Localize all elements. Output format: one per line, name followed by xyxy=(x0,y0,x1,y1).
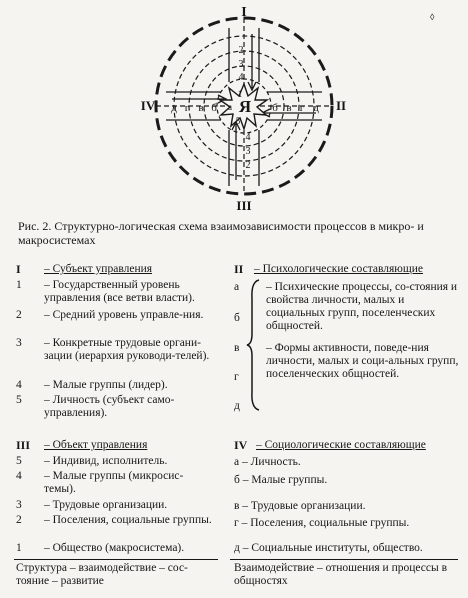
sec1-n4: 4 xyxy=(16,379,22,391)
sec3-item5: – Общество (макросистема). xyxy=(44,542,185,554)
top-ring-2: 2 xyxy=(238,45,244,56)
sec2-num: II xyxy=(234,262,244,276)
sec2-letter-g: г xyxy=(234,371,239,383)
left-letter-d: д xyxy=(171,102,177,114)
arrow-up-icon xyxy=(232,122,240,180)
sec4-item-b: б – Малые группы. xyxy=(234,474,328,486)
sec3-item3: – Трудовые организации. xyxy=(44,499,168,511)
sec1-n3: 3 xyxy=(16,337,22,349)
sec1-item1: – Государственный уровень управления (все ветви власти). xyxy=(44,279,195,304)
sec2-letter-a: а xyxy=(234,281,240,293)
sec3-n1: 1 xyxy=(16,542,22,554)
sec3-footer: Структура – взаимодействие – сос-тояние – развитие xyxy=(16,562,188,587)
sec2-text-b: – Формы активности, поведе-ния личности, малых и соци-альных групп, поселенческих общностей. xyxy=(266,342,459,380)
left-letter-g: г xyxy=(184,102,190,114)
sec4-item-d: д – Социальные институты, общество. xyxy=(234,542,423,554)
sec4-item-g: г – Поселения, социальные группы. xyxy=(234,517,410,529)
sec1-n5: 5 xyxy=(16,394,22,406)
sec1-n2: 2 xyxy=(16,309,22,321)
sec1-item2: – Средний уровень управле-ния. xyxy=(44,309,204,321)
sec2-letter-v: в xyxy=(234,342,240,354)
bottom-ring-3: 3 xyxy=(245,146,251,157)
corner-mark: ◊ xyxy=(430,12,435,22)
curly-brace-icon xyxy=(246,278,262,412)
right-letter-g: г xyxy=(299,102,305,114)
sec3-n4: 4 xyxy=(16,470,22,482)
right-letter-d: д xyxy=(313,102,319,114)
figure-caption: Рис. 2. Структурно-логическая схема взаимозависимости процессов в микро- и макросистемах xyxy=(18,219,424,247)
sec3-num: III xyxy=(16,438,31,452)
concentric-diagram xyxy=(0,0,468,215)
center-label: Я xyxy=(238,97,252,116)
axis-label-IV: IV xyxy=(140,98,156,113)
sec1-item3: – Конкретные трудовые органи-зации (иерархия руководи-телей). xyxy=(44,337,210,362)
axis-label-I: I xyxy=(241,5,247,20)
sec3-n2: 2 xyxy=(16,514,22,526)
sec4-divider xyxy=(230,559,458,560)
sec1-item5: – Личность (субъект само-управления). xyxy=(44,394,175,419)
sec2-title: – Психологические составляющие xyxy=(254,263,423,275)
sec2-text-a: – Психические процессы, со-стояния и свойства личности, малых и социальных групп, поселенческих общностей. xyxy=(266,281,458,332)
sec4-num: IV xyxy=(234,438,248,452)
sec1-item4: – Малые группы (лидер). xyxy=(44,379,168,391)
axis-label-III: III xyxy=(236,198,252,213)
sec4-title: – Социологические составляющие xyxy=(256,439,426,451)
arrow-down-icon xyxy=(248,34,256,90)
sec4-item-v: в – Трудовые организации. xyxy=(234,500,366,512)
right-letter-b: б xyxy=(272,102,278,114)
sec3-item1: – Индивид, исполнитель. xyxy=(44,455,168,467)
sec3-divider xyxy=(14,559,218,560)
top-ring-4: 4 xyxy=(238,72,244,83)
sec3-n3: 3 xyxy=(16,499,22,511)
sec3-item4: – Поселения, социальные группы. xyxy=(44,514,212,526)
sec2-letter-d: д xyxy=(234,400,240,412)
bottom-ring-4: 4 xyxy=(245,132,251,143)
axis-label-II: II xyxy=(335,98,347,113)
bottom-ring-2: 2 xyxy=(245,160,251,171)
right-letter-v: в xyxy=(286,102,292,114)
left-letter-b: б xyxy=(211,102,217,114)
left-letter-v: в xyxy=(198,102,204,114)
top-ring-3: 3 xyxy=(238,59,244,70)
sec1-n1: 1 xyxy=(16,279,22,291)
sec3-n5: 5 xyxy=(16,455,22,467)
sec3-item2: – Малые группы (микросис-темы). xyxy=(44,470,184,495)
sec2-letter-b: б xyxy=(234,312,240,324)
sec3-title: – Объект управления xyxy=(44,439,148,451)
sec1-title: – Субъект управления xyxy=(44,263,153,275)
sec4-footer: Взаимодействие – отношения и процессы в общностях xyxy=(234,562,448,587)
center-digit-1: 1 xyxy=(237,89,243,99)
sec4-item-a: а – Личность. xyxy=(234,456,301,468)
sec1-num: I xyxy=(16,262,21,276)
center-digit-5: 5 xyxy=(235,116,241,126)
center-letter-a: а xyxy=(228,102,232,112)
